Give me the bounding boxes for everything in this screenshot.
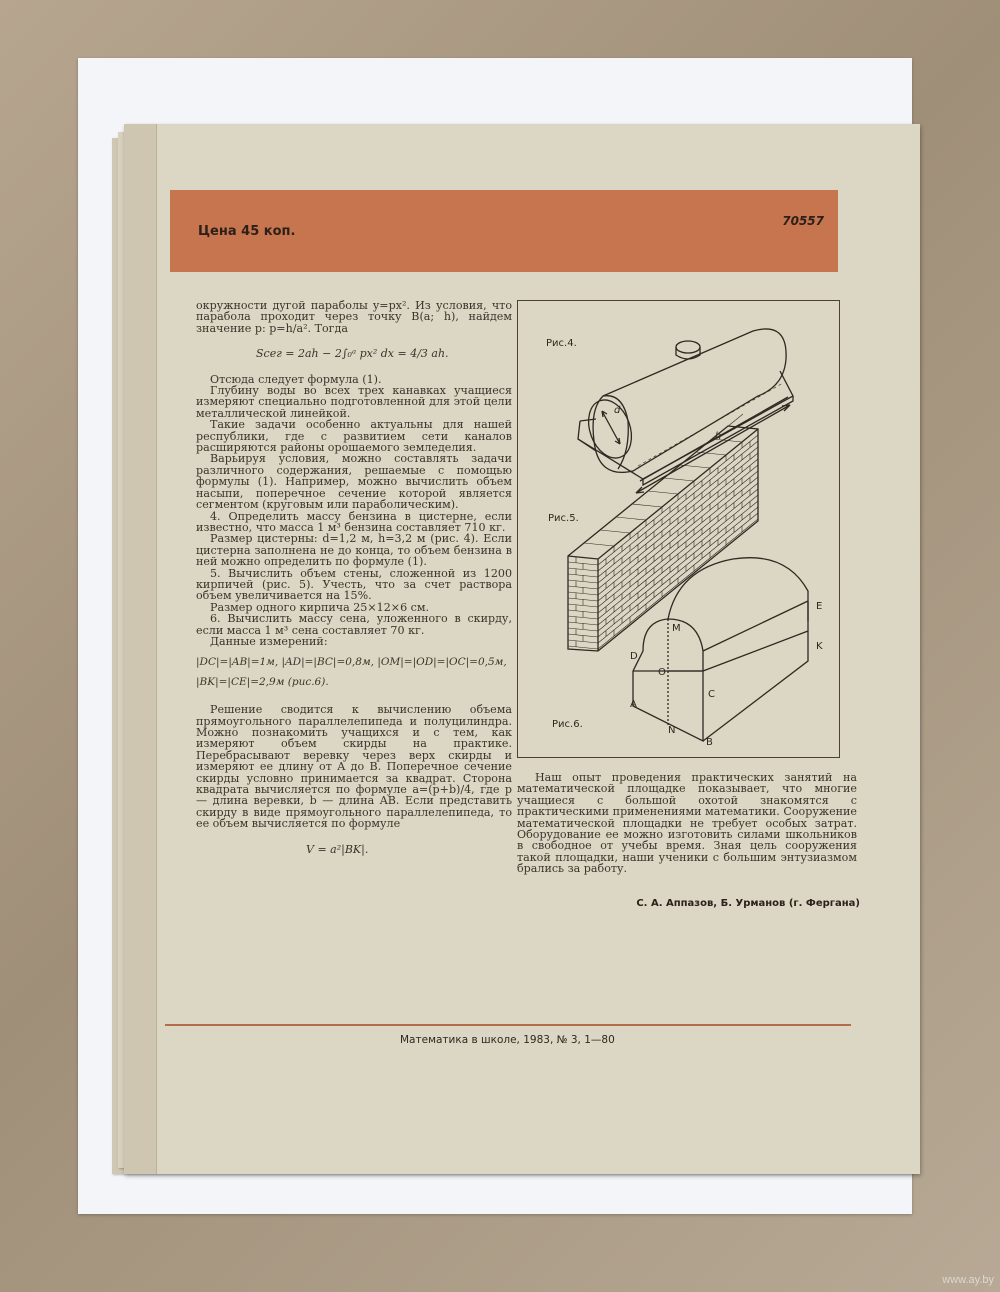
point-label: K [816,641,823,652]
point-label: A [630,699,637,710]
figure-6-label: Рис.6. [552,719,583,730]
brick-wall-drawing [568,426,758,651]
dimension-label: h [715,431,722,442]
index-code: 70557 [782,214,824,228]
authors-line: С. А. Аппазов, Б. Урманов (г. Фергана) [636,898,860,909]
point-label: O [658,667,666,678]
figure-4-label: Рис.4. [546,338,577,349]
footer-rule [165,1024,851,1026]
dimension-label: d [614,405,621,416]
point-label: D [630,651,638,662]
figures-panel [517,300,840,758]
haystack-drawing [633,558,808,741]
tank-drawing [578,329,793,493]
measurements-line: |DC|=|AB|=1м, |AD|=|BC|=0,8м, |OM|=|OD|=|OC|=0,5м, [196,656,507,669]
brick-side-lines [568,557,598,649]
measurements-line: |BK|=|CE|=2,9м (рис.6). [196,675,329,688]
paragraph: Решение сводится к вычислению объема прямоугольного параллелепипеда и полуцилиндра. Можно познакомить учащихся и с тем, как измеряют объем скирды на практике. Перебрасывают веревку через верх скирды и измеряют ее длину от A до B. Поперечное сечение скирды условно принимается за квадрат. Сторона квадрата вычисляется по формуле a=(p+b)/4, где p — длина веревки, b — длина AB. Если представить скирду в виде прямоугольного параллелепипеда, то ее объем вычисляется по формуле [196,703,512,831]
paragraph: Отсюда следует формула (1). [210,372,382,386]
paragraph: окружности дугой параболы y=px². Из условия, что парабола проходит через точку B(a; h), найдем значение p: p=h/a². Тогда [196,299,512,335]
point-label: N [668,725,676,736]
paragraph: Данные измерений: [210,634,328,648]
integral-formula: Sсег = 2ah − 2∫₀ᵃ px² dx = 4/3 ah. [256,347,449,361]
paragraph: 5. Вычислить объем стены, сложенной из 1200 кирпичей (рис. 5). Учесть, что за счет раствора объем увеличивается на 15%. [196,566,512,603]
paragraph: Размер цистерны: d=1,2 м, h=3,2 м (рис. 4). Если цистерна заполнена не до конца, то объем бензина в ней можно определить по формуле (1). [196,532,512,569]
point-label: E [816,601,823,612]
article-right-column [517,772,857,875]
paragraph: Глубину воды во всех трех канавках учащиеся измеряют специально подготовленной для этой цели металлической линейкой. [196,384,512,420]
price-band [170,190,838,272]
point-label: C [708,689,715,700]
article-left-column [196,300,512,855]
watermark: www.ay.by [942,1274,994,1286]
journal-citation: Математика в школе, 1983, № 3, 1—80 [400,1034,615,1046]
technical-drawings [518,301,839,757]
paragraph: 4. Определить массу бензина в цистерне, если известно, что масса 1 м³ бензина составляет 710 кг. [196,509,512,534]
paragraph: Наш опыт проведения практических занятий на математической площадке показывает, что многие учащиеся с большой охотой знакомятся с практическими применениями математики. Сооружение математической площадки не требует особых затрат. Оборудование ее можно изготовить силами школьников в свободное от учебы время. Зная цель сооружения такой площадки, наши ученики с большим энтузиазмом брались за работу. [517,771,857,876]
point-label: M [672,623,681,634]
paragraph: Варьируя условия, можно составлять задачи различного содержания, решаемые с помощью формулы (1). Например, можно вычислить объем насыпи, поперечное сечение которой является сегментом (круговым или параболическим). [196,452,512,512]
point-label: B [706,737,713,748]
volume-formula: V = a²|BK|. [306,842,369,856]
paragraph: Размер одного кирпича 25×12×6 см. [210,600,430,614]
figure-5-label: Рис.5. [548,513,579,524]
paragraph: Такие задачи особенно актуальны для нашей республики, где с развитием сети каналов расширяются районы орошаемого земледелия. [196,418,512,455]
price-label: Цена 45 коп. [198,224,296,239]
paragraph: 6. Вычислить массу сена, уложенного в скирду, если масса 1 м³ сена составляет 70 кг. [196,612,512,637]
